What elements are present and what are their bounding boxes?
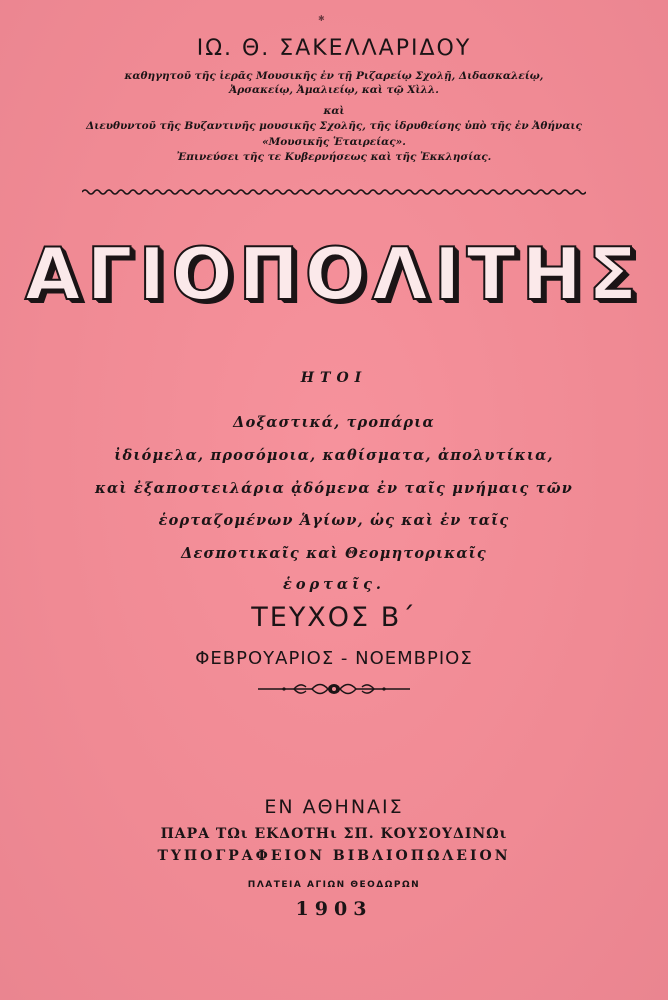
author-credential-line: καθηγητοῦ τῆς ἱερᾶς Μουσικῆς ἐν τῇ Ριζαρείῳ Σχολῇ, Διδασκαλείῳ, <box>124 70 544 82</box>
printer-mark: ✱ <box>318 14 325 23</box>
subtitle-line: ἑορταῖς. <box>283 576 385 593</box>
subtitle-line: Δοξαστικά, τροπάρια <box>233 414 435 431</box>
ornament-icon <box>254 678 414 700</box>
author-credential-line: Ἀρσακείῳ, Ἀμαλιείῳ, καὶ τῷ Χὶλλ. <box>229 84 439 96</box>
subtitle-connector: ΗΤΟΙ <box>300 370 368 386</box>
wavy-rule-divider <box>82 188 586 196</box>
subtitle-line: καὶ ἐξαποστειλάρια ᾀδόμενα ἐν ταῖς μνήμαις τῶν <box>94 480 574 497</box>
book-title: ΑΓΙΟΠΟΛΙΤΗΣ <box>24 232 644 316</box>
subtitle-line: Δεσποτικαῖς καὶ Θεομητορικαῖς <box>181 545 487 562</box>
author-credential-line: Διευθυντοῦ τῆς Βυζαντινῆς μουσικῆς Σχολῆς, τῆς ἱδρυθείσης ὑπὸ τῆς ἐν Ἀθήναις <box>86 120 582 132</box>
imprint-address: ΠΛΑΤΕΙΑ ΑΓΙΩΝ ΘΕΟΔΩΡΩΝ <box>247 880 421 890</box>
imprint-place: ΕΝ ΑΘΗΝΑΙΣ <box>264 796 404 818</box>
author-name: ΙΩ. Θ. ΣΑΚΕΛΛΑΡΙΔΟΥ <box>196 36 472 61</box>
subtitle-line: ἰδιόμελα, προσόμοια, καθίσματα, ἀπολυτίκια, <box>114 447 554 464</box>
issue-months: ΦΕΒΡΟΥΑΡΙΟΣ - ΝΟΕΜΒΡΙΟΣ <box>195 648 473 669</box>
imprint-year: 1903 <box>295 898 373 920</box>
author-credential-line: καὶ <box>323 105 345 117</box>
author-credential-line: Ἐπινεύσει τῆς τε Κυβερνήσεως καὶ τῆς Ἐκκλησίας. <box>176 151 492 163</box>
subtitle-line: ἑορταζομένων Ἁγίων, ὡς καὶ ἐν ταῖς <box>158 512 510 529</box>
author-credential-line: «Μουσικῆς Ἑταιρείας». <box>262 136 406 148</box>
imprint-press: ΤΥΠΟΓΡΑΦΕΙΟΝ ΒΙΒΛΙΟΠΩΛΕΙΟΝ <box>157 848 511 864</box>
issue-number: ΤΕΥΧΟΣ Β΄ <box>251 602 417 633</box>
imprint-publisher: ΠΑΡΑ ΤΩι ΕΚΔΟΤΗι ΣΠ. ΚΟΥΣΟΥΔΙΝΩι <box>160 826 508 842</box>
